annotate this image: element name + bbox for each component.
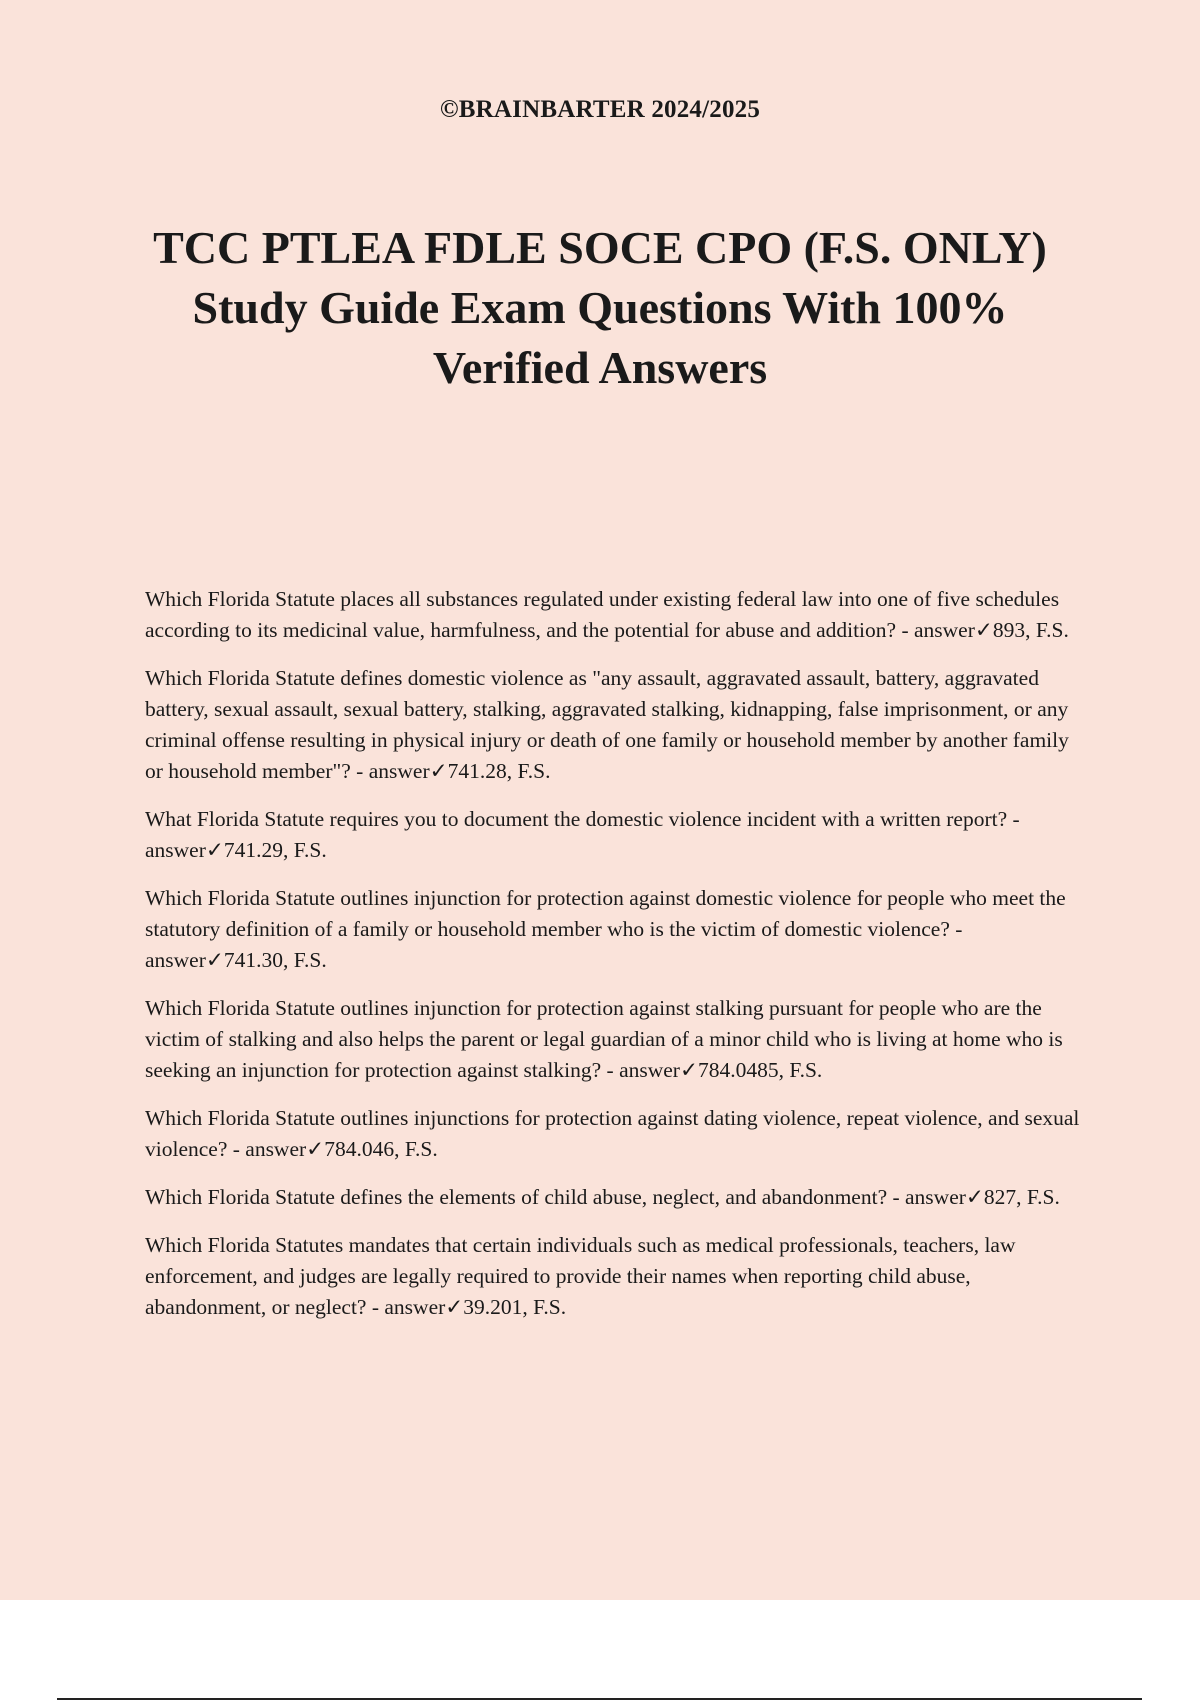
check-icon: ✓ (205, 838, 224, 862)
answer-text: 784.046, F.S. (324, 1137, 438, 1161)
qa-item (145, 804, 1090, 866)
qa-item (145, 1182, 1090, 1213)
answer-text: 741.28, F.S. (447, 759, 551, 783)
check-icon: ✓ (974, 618, 993, 642)
question-text: Which Florida Statute defines the elements of child abuse, neglect, and abandonment? - answer (145, 1185, 966, 1209)
qa-item (145, 1230, 1090, 1323)
qa-list (145, 584, 1090, 1340)
answer-text: 741.29, F.S. (223, 838, 327, 862)
document-title: TCC PTLEA FDLE SOCE CPO (F.S. ONLY) Study Guide Exam Questions With 100% Verified Answers (153, 222, 1047, 393)
answer-text: 827, F.S. (983, 1185, 1060, 1209)
question-text: Which Florida Statute outlines injunction for protection against stalking pursuant for people who are the victim of stalking and also helps the parent or legal guardian of a minor child who is living at home who is seeking an injunction for protection against stalking? - answer (145, 996, 1063, 1082)
answer-text: 741.30, F.S. (223, 948, 327, 972)
answer-text: 39.201, F.S. (463, 1295, 567, 1319)
check-icon: ✓ (445, 1295, 464, 1319)
check-icon: ✓ (205, 948, 224, 972)
qa-item (145, 993, 1090, 1086)
check-icon: ✓ (306, 1137, 325, 1161)
answer-text: 784.0485, F.S. (697, 1058, 823, 1082)
check-icon: ✓ (679, 1058, 698, 1082)
check-icon: ✓ (429, 759, 448, 783)
copyright-header: ©BRAINBARTER 2024/2025 (439, 96, 761, 123)
question-text: Which Florida Statute defines domestic violence as "any assault, aggravated assault, battery, aggravated battery, sexual assault, sexual battery, stalking, aggravated stalking, kidnapping, false imprisonment, or any criminal offense resulting in physical injury or death of one family or household member by another family or household member"? - answer (145, 666, 1069, 783)
question-text: Which Florida Statutes mandates that certain individuals such as medical professionals, teachers, law enforcement, and judges are legally required to provide their names when reporting child abuse, abandonment, or neglect? - answer (145, 1233, 1016, 1319)
qa-item (145, 663, 1090, 787)
question-text: Which Florida Statute outlines injunction for protection against domestic violence for people who meet the statutory definition of a family or household member who is the victim of domestic violence? - answer (145, 886, 1066, 972)
qa-item (145, 883, 1090, 976)
qa-item (145, 584, 1090, 646)
question-text: Which Florida Statute outlines injunctions for protection against dating violence, repeat violence, and sexual violence? - answer (145, 1106, 1080, 1161)
question-text: Which Florida Statute places all substances regulated under existing federal law into one of five schedules according to its medicinal value, harmfulness, and the potential for abuse and addition? - answer (145, 587, 1060, 642)
answer-text: 893, F.S. (992, 618, 1069, 642)
qa-item (145, 1103, 1090, 1165)
check-icon: ✓ (965, 1185, 984, 1209)
question-text: What Florida Statute requires you to document the domestic violence incident with a written report? - answer (145, 807, 1020, 862)
